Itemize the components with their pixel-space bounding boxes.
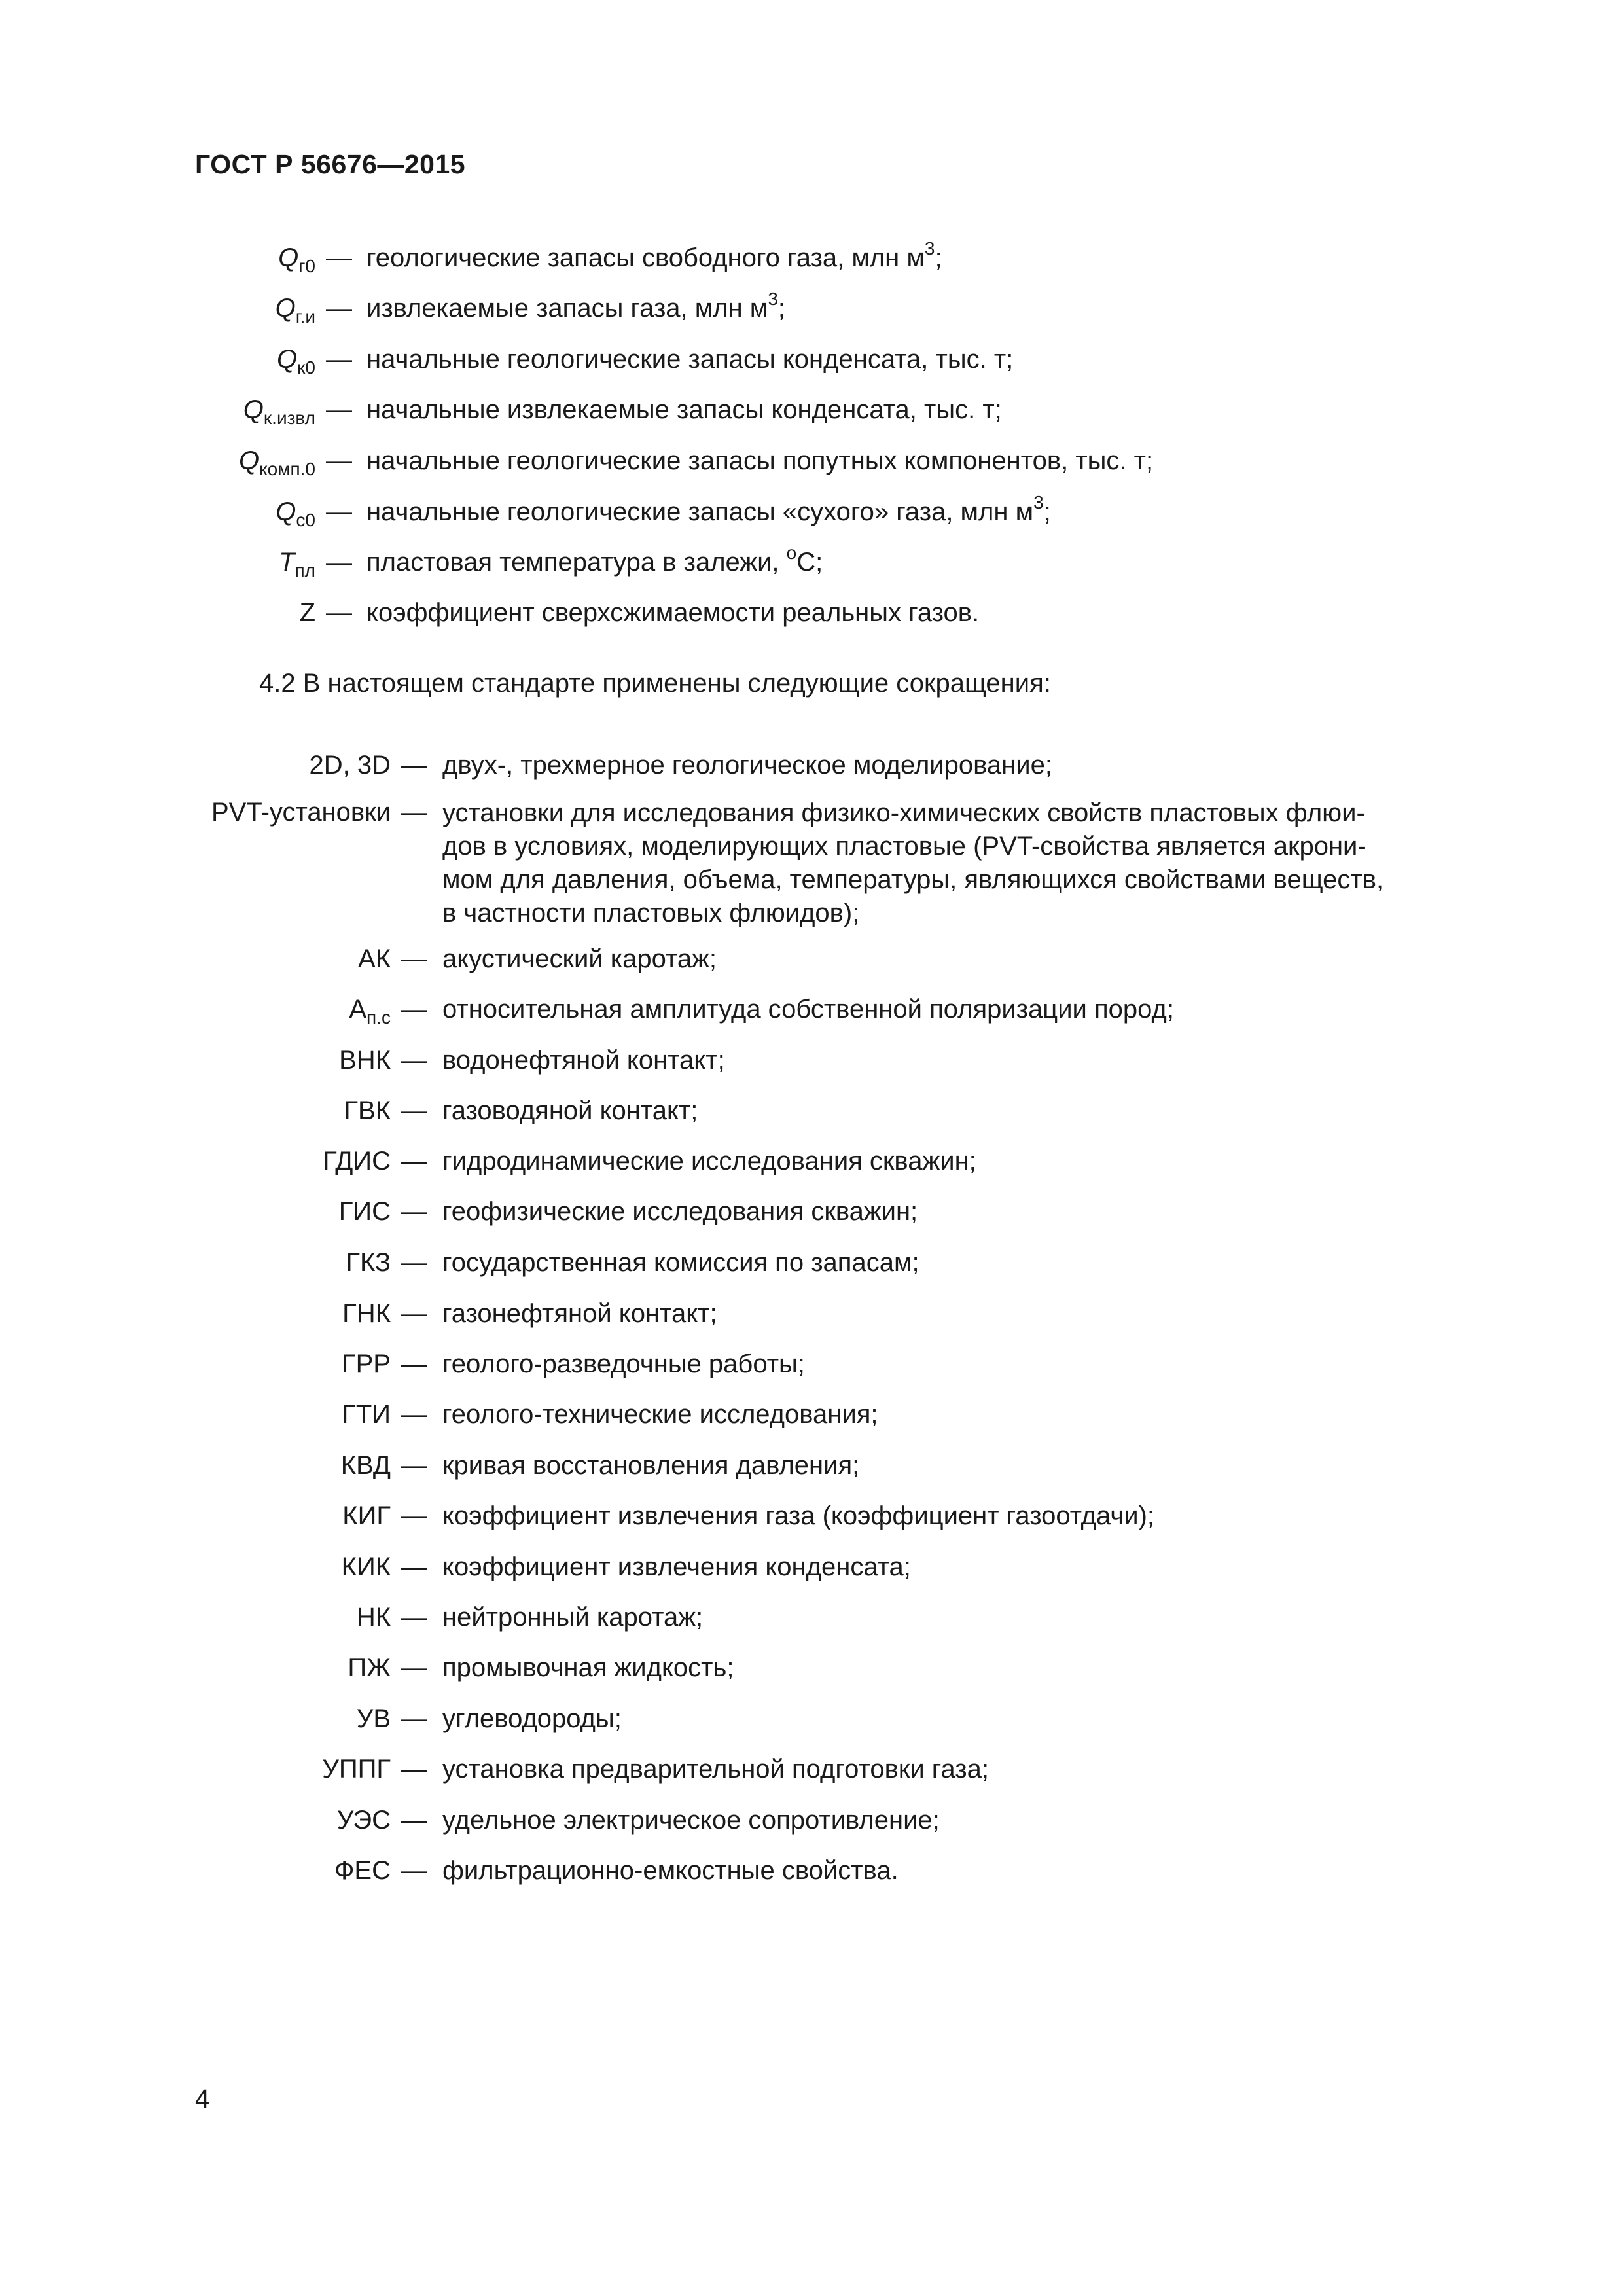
dash: — (326, 345, 352, 374)
dash: — (401, 1400, 427, 1429)
symbol-term: $Q_{г.и}$ (275, 294, 315, 327)
symbol-definition: геологические запасы свободного газа, млн $м^3$; (366, 238, 942, 272)
abbreviation-definition: водонефтяной контакт; (442, 1046, 725, 1075)
abbreviation-term: ГКЗ (346, 1248, 391, 1277)
symbol-term: $Q_{г0}$ (278, 243, 315, 276)
symbol-row (0, 543, 1623, 587)
abbreviation-term: ГРР (341, 1350, 391, 1378)
abbreviation-definition: геофизические исследования скважин; (442, 1197, 918, 1226)
symbol-term: $Q_{с0}$ (276, 497, 315, 530)
dash: — (401, 1603, 427, 1632)
dash: — (401, 995, 427, 1024)
symbol-row (0, 492, 1623, 537)
abbreviation-definition (442, 797, 1398, 930)
dash: — (401, 1552, 427, 1581)
dash: — (401, 1197, 427, 1226)
abbreviation-definition: газонефтяной контакт; (442, 1299, 717, 1328)
abbreviation-term: ГВК (344, 1096, 391, 1125)
abbreviation-definition: удельное электрическое сопротивление; (442, 1806, 940, 1835)
definition-line: в частности пластовых флюидов); (442, 899, 860, 927)
dash: — (401, 1299, 427, 1328)
abbreviation-term: КИК (341, 1552, 391, 1581)
symbol-definition: извлекаемые запасы газа, млн $м^3$; (366, 289, 786, 323)
dash: — (401, 751, 427, 780)
symbol-term: $Q_{к0}$ (277, 345, 315, 378)
dash: — (326, 446, 352, 475)
symbol-definition: начальные геологические запасы «сухого» газа, млн $м^3$; (366, 492, 1051, 526)
dash: — (401, 1653, 427, 1682)
abbreviation-term: КИГ (342, 1501, 391, 1530)
dash: — (401, 1856, 427, 1885)
definition-line: установки для исследования физико-химических свойств пластовых флюи- (442, 798, 1365, 827)
abbreviation-term: НК (356, 1603, 391, 1632)
abbreviation-definition: акустический каротаж; (442, 944, 717, 973)
dash: — (401, 1755, 427, 1784)
symbol-definition: пластовая температура в залежи, $^о$С; (366, 543, 823, 577)
abbreviation-definition: геолого-разведочные работы; (442, 1350, 805, 1378)
abbreviation-definition: газоводяной контакт; (442, 1096, 698, 1125)
symbol-term: $Q_{к.извл}$ (243, 395, 315, 428)
dash: — (401, 1147, 427, 1175)
abbreviation-definition: углеводороды; (442, 1704, 622, 1733)
abbreviation-term: ГДИС (323, 1147, 391, 1175)
abbreviation-term: УВ (356, 1704, 391, 1733)
abbreviation-term: ФЕС (334, 1856, 391, 1885)
symbol-term: $T_{пл}$ (279, 548, 315, 581)
abbreviation-term: PVT-установки (211, 798, 391, 827)
symbol-row (0, 345, 1623, 384)
dash: — (401, 798, 427, 827)
dash: — (401, 944, 427, 973)
symbol-term: Z (299, 598, 315, 627)
symbol-row (0, 446, 1623, 486)
section-4-2-text: 4.2 В настоящем стандарте применены следующие сокращения: (259, 669, 1051, 698)
abbreviation-definition: коэффициент извлечения конденсата; (442, 1552, 911, 1581)
dash: — (401, 1096, 427, 1125)
dash: — (401, 1501, 427, 1530)
dash: — (326, 497, 352, 526)
abbreviation-definition: относительная амплитуда собственной поляризации пород; (442, 995, 1174, 1024)
abbreviation-term: ГНК (342, 1299, 391, 1328)
dash: — (401, 1451, 427, 1480)
abbreviation-term: АК (358, 944, 391, 973)
abbreviation-term: УППГ (322, 1755, 391, 1784)
dash: — (401, 1046, 427, 1075)
dash: — (401, 1350, 427, 1378)
symbol-definition: начальные извлекаемые запасы конденсата, тыс. т; (366, 395, 1002, 424)
abbreviation-term: $А_{п.с}$ (349, 995, 391, 1028)
abbreviation-definition: коэффициент извлечения газа (коэффициент газоотдачи); (442, 1501, 1155, 1530)
dash: — (326, 548, 352, 577)
symbol-row (0, 395, 1623, 435)
abbreviation-definition: промывочная жидкость; (442, 1653, 734, 1682)
dash: — (326, 395, 352, 424)
symbol-row (0, 238, 1623, 283)
dash: — (401, 1248, 427, 1277)
symbol-definition: начальные геологические запасы конденсата, тыс. т; (366, 345, 1014, 374)
abbreviation-term: ГТИ (342, 1400, 391, 1429)
abbreviation-term: КВД (340, 1451, 391, 1480)
abbreviation-definition: геолого-технические исследования; (442, 1400, 878, 1429)
dash: — (326, 243, 352, 272)
symbol-term: $Q_{комп.0}$ (238, 446, 315, 479)
document-header: ГОСТ Р 56676—2015 (195, 149, 466, 179)
abbreviation-definition: фильтрационно-емкостные свойства. (442, 1856, 899, 1885)
abbreviation-definition: гидродинамические исследования скважин; (442, 1147, 976, 1175)
abbreviation-term: 2D, 3D (309, 751, 391, 780)
abbreviation-term: УЭС (336, 1806, 391, 1835)
abbreviation-definition: двух-, трехмерное геологическое моделирование; (442, 751, 1052, 780)
abbreviation-definition: кривая восстановления давления; (442, 1451, 860, 1480)
symbol-definition: начальные геологические запасы попутных компонентов, тыс. т; (366, 446, 1154, 475)
definition-line: мом для давления, объема, температуры, являющихся свойствами веществ, (442, 865, 1384, 894)
abbreviation-definition: государственная комиссия по запасам; (442, 1248, 919, 1277)
abbreviation-term: ГИС (338, 1197, 391, 1226)
page-number: 4 (195, 2085, 210, 2113)
abbreviation-term: ВНК (339, 1046, 391, 1075)
abbreviation-term: ПЖ (348, 1653, 391, 1682)
symbol-definition: коэффициент сверхсжимаемости реальных газов. (366, 598, 980, 627)
dash: — (326, 598, 352, 627)
definition-line: дов в условиях, моделирующих пластовые (PVT-свойства является акрони- (442, 832, 1366, 861)
dash: — (326, 294, 352, 323)
symbol-row (0, 598, 1623, 637)
symbol-row (0, 289, 1623, 333)
abbreviation-definition: нейтронный каротаж; (442, 1603, 704, 1632)
abbreviation-definition: установка предварительной подготовки газа; (442, 1755, 989, 1784)
dash: — (401, 1704, 427, 1733)
dash: — (401, 1806, 427, 1835)
